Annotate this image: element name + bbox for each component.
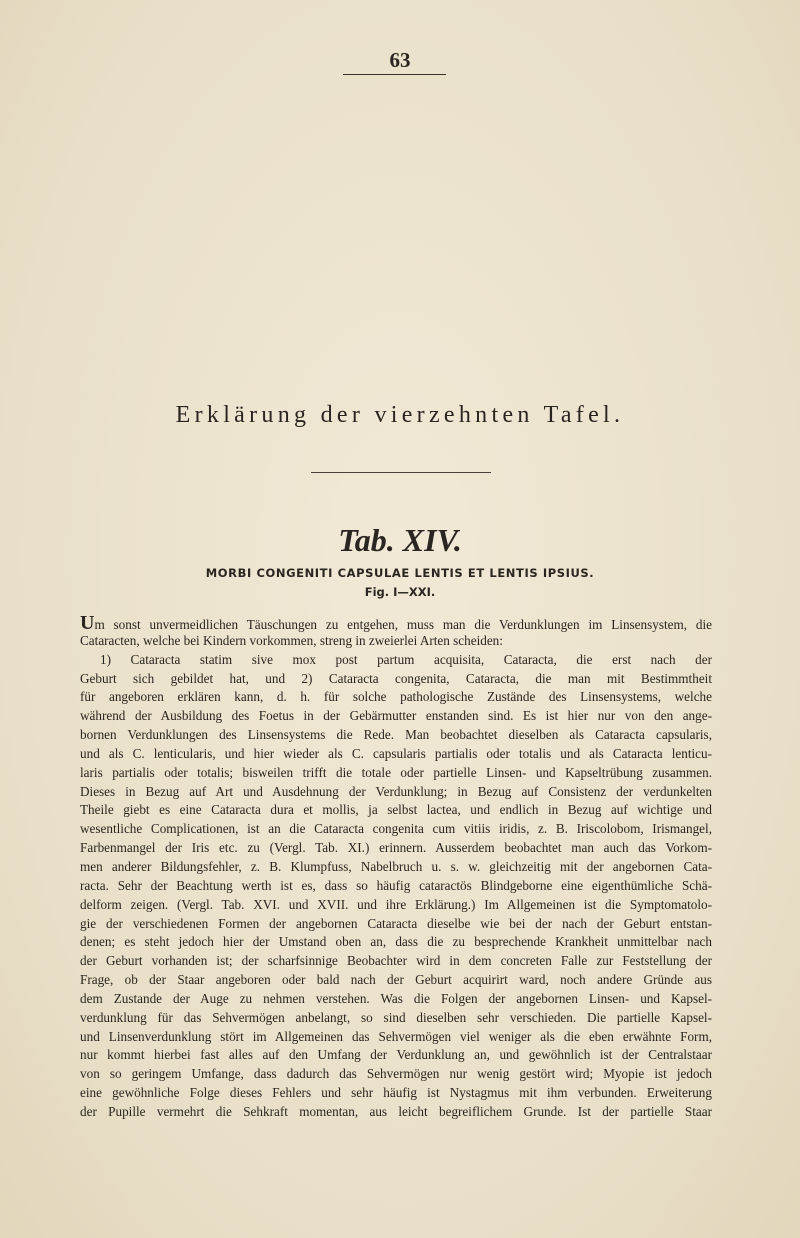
page-number-rule [343,74,446,75]
page-title: Erklärung der vierzehnten Tafel. [175,402,625,428]
text-line: dem Zustande der Auge zu nehmen verstehen. Was die Folgen der angebornen Linsen- und Kapsel- [80,990,712,1006]
text-line: und als C. lenticularis, und hier wieder als C. capsularis partialis oder totalis und als Cataracta lenticu- [80,745,712,761]
text-line: Theile giebt es eine Cataracta dura et mollis, ja selbst lactea, und endlich in Bezug auf wichtige und [80,802,712,818]
plate-subheading: MORBI CONGENITI CAPSULAE LENTIS ET LENTIS IPSIUS. [205,566,595,580]
title-divider [311,472,491,473]
figure-range: Fig. I—XXI. [364,585,436,599]
text-line-first [80,613,712,632]
text-line: der Geburt vorhanden ist; der scharfsinnige Beobachter wird in dem concreten Falle zur Feststellung der [80,953,712,969]
text-line: Cataracten, welche bei Kindern vorkommen, streng in zweierlei Arten scheiden: [80,632,503,648]
text-line: gie der verschiedenen Formen der angebornen Cataracta dieselbe wie bei der nach der Geburt entstan- [80,915,712,931]
text-line: von so geringem Umfange, dass dadurch das Sehvermögen nur wenig gestört wird; Myopie ist jedoch [80,1066,712,1082]
text-line: Dieses in Bezug auf Art und Ausdehnung der Verdunklung; in Bezug auf Consistenz der verdunkelten [80,783,712,799]
text-line: nur kommt hierbei fast alles auf den Umfang der Verdunklung an, und gewöhnlich ist der Centralstaar [80,1047,712,1063]
text-line: men anderer Bildungsfehler, z. B. Klumpfuss, Nabelbruch u. s. w. gleichzeitig mit der angebornen Cata- [80,858,712,874]
text-line: eine gewöhnliche Folge dieses Fehlers und sehr häufig ist Nystagmus mit ihm verbunden. Erweiterung [80,1085,712,1101]
page-number: 63 [389,48,411,72]
text-line: Farbenmangel der Iris etc. zu (Vergl. Tab. XI.) erinnern. Ausserdem beobachtet man auch das Vorkom- [80,840,712,856]
text-line: verdunklung für das Sehvermögen anbelangt, so sind dieselben sehr verschieden. Die partielle Kapsel- [80,1009,712,1025]
text-line: wesentliche Complicationen, ist an die Cataracta congenita cum vitiis iridis, z. B. Iriscolobom, Irismangel, [80,821,712,837]
plate-heading: Tab. XIV. [338,522,462,558]
text-line: bornen Verdunklungen des Linsensystems die Rede. Man beobachtet dieselben als Cataracta capsularis, [80,727,712,743]
text-line: der Pupille vermehrt die Sehkraft momentan, aus leicht begreiflichem Grunde. Ist der partielle Staar [80,1103,712,1119]
text-line: delform zeigen. (Vergl. Tab. XVI. und XVII. und ihre Erklärung.) Im Allgemeinen ist die Symptomatolo- [80,896,712,912]
text-line: laris partialis oder totalis; bisweilen trifft die totale oder partielle Linsen- und Kapseltrübung zusammen. [80,764,712,780]
first-line-text: m sonst unvermeidlichen Täuschungen zu entgehen, muss man die Verdunklungen im Linsensystem, die [94,617,712,632]
text-line: racta. Sehr der Beachtung werth ist es, dass so häufig cataractös Blindgeborne eine eigenthümliche Schä- [80,877,712,893]
text-line: Frage, ob der Staar angeboren oder bald nach der Geburt acquirirt ward, noch andere Gründe aus [80,972,712,988]
text-line: und Linsenverdunklung stört im Allgemeinen das Sehvermögen viel weniger als die eben erwähnte Form, [80,1028,712,1044]
text-line: denen; es steht jedoch hier der Umstand oben an, dass die zu besprechende Krankheit unmittelbar nach [80,934,712,950]
body-text [80,613,712,1122]
text-line: für angeboren erklären kann, d. h. für solche pathologische Zustände des Linsensystems, welche [80,689,712,705]
text-line: während der Ausbildung des Foetus in der Gebärmutter enstanden sind. Es ist hier nur von den ange- [80,708,712,724]
text-line: Geburt sich gebildet hat, und 2) Cataracta congenita, Cataracta, die man mit Bestimmtheit [80,670,712,686]
drop-cap: U [80,612,95,634]
text-line: 1) Cataracta statim sive mox post partum acquisita, Cataracta, die erst nach der [100,651,712,667]
